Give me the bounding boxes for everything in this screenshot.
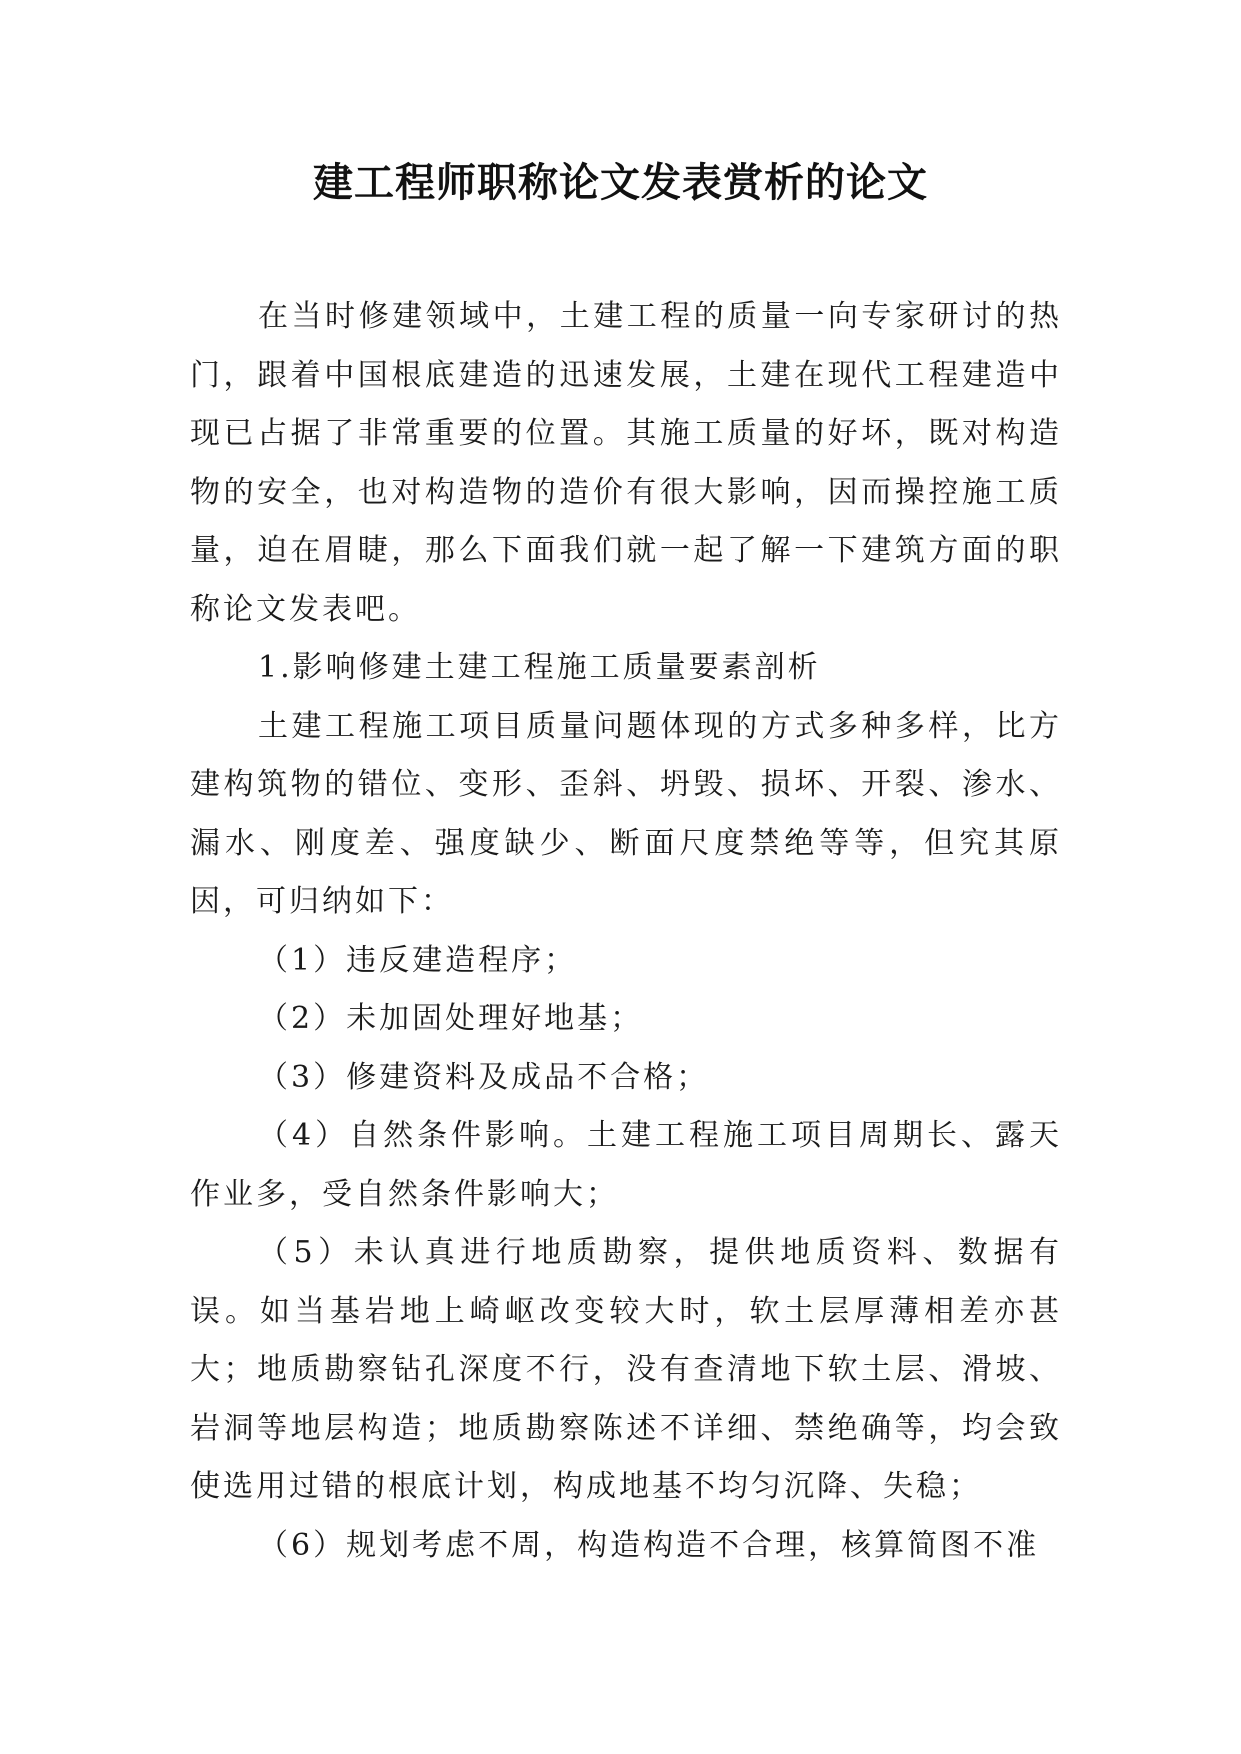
paragraph-quality-issues: 土建工程施工项目质量问题体现的方式多种多样，比方建构筑物的错位、变形、歪斜、坍毁、损坏、开裂、渗水、漏水、刚度差、强度缺少、断面尺度禁绝等等，但究其原因，可归纳如下：	[190, 708, 1062, 919]
list-item-6: （6）规划考虑不周，构造构造不合理，核算简图不准	[258, 1527, 1040, 1563]
paragraph-intro: 在当时修建领域中，土建工程的质量一向专家研讨的热门，跟着中国根底建造的迅速发展，土建在现代工程建造中现已占据了非常重要的位置。其施工质量的好坏，既对构造物的安全，也对构造物的造价有很大影响，因而操控施工质量，迫在眉睫，那么下面我们就一起了解一下建筑方面的职称论文发表吧。	[190, 299, 1062, 627]
list-item-1: （1）违反建造程序；	[258, 942, 578, 978]
list-item-4: （4）自然条件影响。土建工程施工项目周期长、露天作业多，受自然条件影响大；	[190, 1118, 1062, 1212]
document-title: 建工程师职称论文发表赏析的论文	[313, 159, 928, 206]
list-item-5: （5）未认真进行地质勘察，提供地质资料、数据有误。如当基岩地上崎岖改变较大时，软土层厚薄相差亦甚大；地质勘察钻孔深度不行，没有查清地下软土层、滑坡、岩洞等地层构造；地质勘察陈述不详细、禁绝确等，均会致使选用过错的根底计划，构成地基不均匀沉降、失稳；	[190, 1235, 1062, 1504]
section-heading-1: 1.影响修建土建工程施工质量要素剖析	[258, 650, 821, 685]
document-body	[190, 288, 1062, 1575]
list-item-2: （2）未加固处理好地基；	[258, 1001, 644, 1036]
list-item-3: （3）修建资料及成品不合格；	[258, 1059, 710, 1095]
